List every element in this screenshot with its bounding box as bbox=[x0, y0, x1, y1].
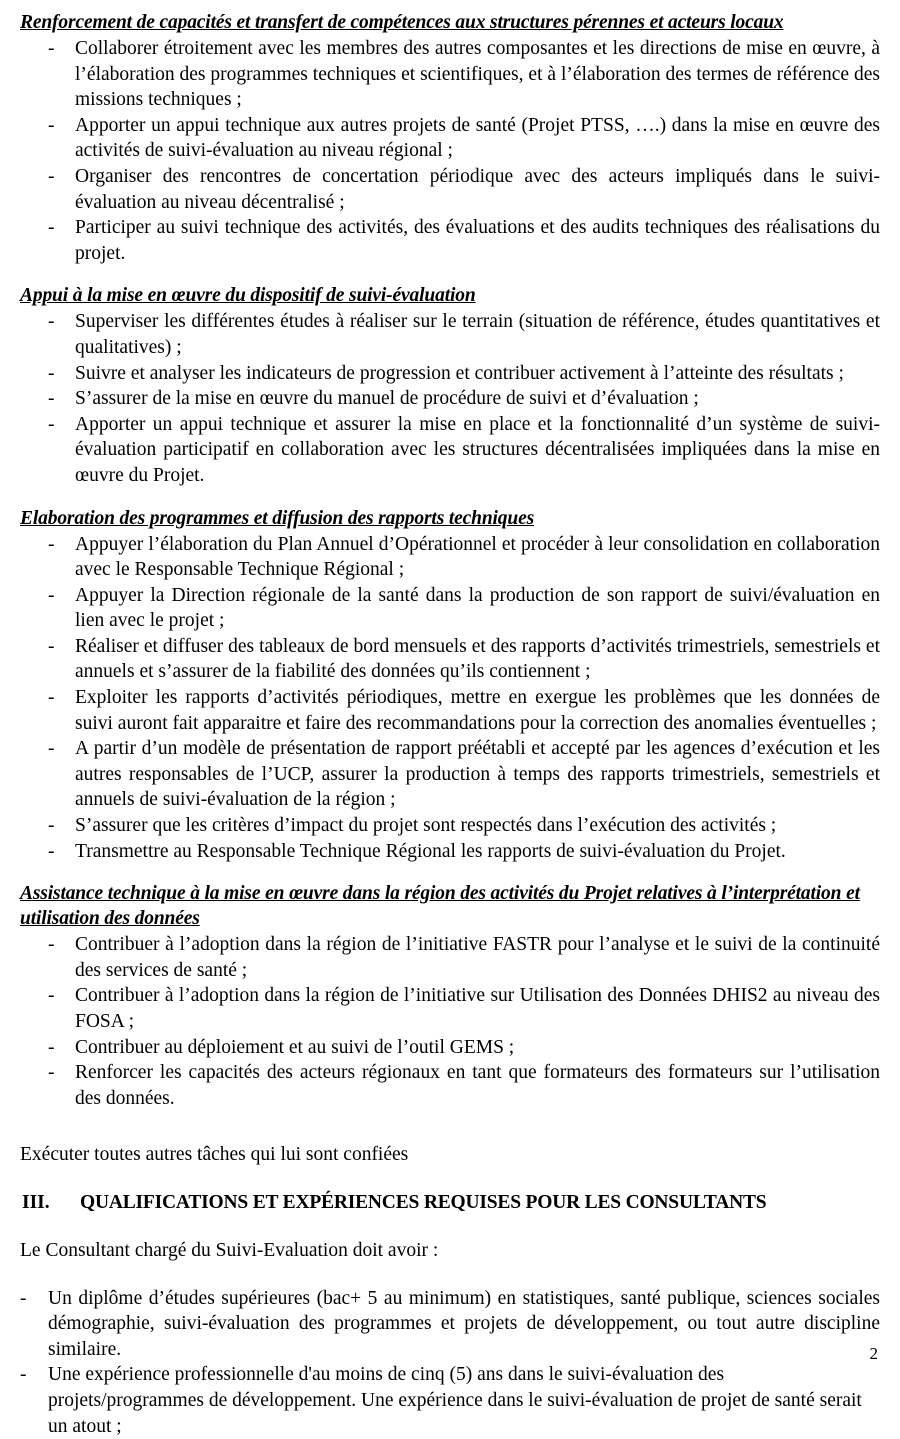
spacer bbox=[20, 1216, 880, 1238]
dash-marker: - bbox=[48, 738, 55, 760]
dash-marker: - bbox=[48, 1036, 55, 1058]
spacer bbox=[20, 1128, 880, 1142]
section-heading-renforcement-capacites: Renforcement de capacités et transfert de compétences aux structures pérennes et acteurs locaux bbox=[20, 12, 784, 33]
section-block bbox=[20, 506, 880, 865]
dash-marker: - bbox=[48, 311, 55, 333]
dash-marker: - bbox=[48, 985, 55, 1007]
dash-marker: - bbox=[48, 362, 55, 384]
list-item-text: Apporter un appui technique et assurer la mise en place et la fonctionnalité d’un système de suivi-évaluation participatif en collaboration avec les structures décentralisées impliquées dans la mise en œuvre du Projet. bbox=[75, 413, 880, 486]
list-item-text: Renforcer les capacités des acteurs régionaux en tant que formateurs des formateurs sur l’utilisation des données. bbox=[75, 1062, 880, 1109]
dash-marker: - bbox=[48, 413, 55, 435]
list-item-text: A partir d’un modèle de présentation de rapport préétabli et accepté par les agences d’exécution et les autres responsables de l’UCP, assurer la production à temps des rapports trimestriels, semestriels et annuels de suivi-évaluation de la région ; bbox=[75, 738, 880, 811]
list-item bbox=[20, 1286, 880, 1363]
list-item bbox=[20, 113, 880, 164]
list-item-text: Appuyer l’élaboration du Plan Annuel d’Opérationnel et procéder à leur consolidation en collaboration avec le Responsable Technique Régional ; bbox=[75, 533, 880, 581]
list-item bbox=[20, 634, 880, 685]
dash-marker: - bbox=[48, 584, 55, 606]
list-item bbox=[20, 361, 880, 387]
dash-marker: - bbox=[48, 815, 55, 837]
intro-line: Le Consultant chargé du Suivi-Evaluation doit avoir : bbox=[20, 1239, 439, 1261]
list-item bbox=[20, 532, 880, 583]
dash-marker: - bbox=[48, 635, 55, 657]
list-item bbox=[20, 736, 880, 813]
list-item-text: Exploiter les rapports d’activités périodiques, mettre en exergue les problèmes que les données de suivi auront fait apparaitre et faire des recommandations pour la correction des anomalies éventuelles ; bbox=[75, 687, 880, 734]
list-item-text: Appuyer la Direction régionale de la santé dans la production de son rapport de suivi/évaluation en lien avec le projet ; bbox=[75, 584, 880, 632]
list-item-text: Une expérience professionnelle d'au moins de cinq (5) ans dans le suivi-évaluation des projets/programmes de développement. Une expérience dans le suivi-évaluation de projet de santé serait un atout ; bbox=[48, 1364, 862, 1437]
section-block bbox=[20, 283, 880, 488]
list-item bbox=[20, 164, 880, 215]
list-item bbox=[20, 1362, 880, 1439]
dash-marker: - bbox=[20, 1364, 27, 1386]
section-heading-appui-dispositif: Appui à la mise en œuvre du dispositif de suivi-évaluation bbox=[20, 285, 476, 307]
dash-marker: - bbox=[48, 114, 55, 136]
section-heading-qualifications bbox=[20, 1190, 880, 1216]
list-item-text: Suivre et analyser les indicateurs de progression et contribuer activement à l’atteinte des résultats ; bbox=[75, 362, 844, 384]
section-block bbox=[20, 881, 880, 1111]
dash-marker: - bbox=[48, 1062, 55, 1084]
dash-marker: - bbox=[20, 1287, 27, 1309]
list-item bbox=[20, 412, 880, 489]
bullet-list-appui bbox=[20, 309, 880, 488]
list-item bbox=[20, 583, 880, 634]
list-item-text: Un diplôme d’études supérieures (bac+ 5 au minimum) en statistiques, santé publique, sciences sociales démographie, suivi-évaluation des programmes et projets de développement, ou tout autre discipline similaire. bbox=[48, 1287, 880, 1360]
roman-numeral: III. bbox=[22, 1191, 50, 1213]
dash-marker: - bbox=[48, 165, 55, 187]
bullet-list-elaboration bbox=[20, 532, 880, 865]
dash-marker: - bbox=[48, 687, 55, 709]
list-item-text: S’assurer que les critères d’impact du projet sont respectés dans l’exécution des activités ; bbox=[75, 815, 777, 837]
list-item-text: Organiser des rencontres de concertation périodique avec des acteurs impliqués dans le suivi-évaluation au niveau décentralisé ; bbox=[75, 165, 880, 213]
list-item-text: Superviser les différentes études à réaliser sur le terrain (situation de référence, études quantitatives et qualitatives) ; bbox=[75, 311, 880, 358]
list-item bbox=[20, 1060, 880, 1111]
roman-heading-title: QUALIFICATIONS ET EXPÉRIENCES REQUISES POUR LES CONSULTANTS bbox=[80, 1191, 767, 1213]
list-item-text: Réaliser et diffuser des tableaux de bord mensuels et des rapports d’activités trimestriels, semestriels et annuels et s’assurer de la fiabilité des données qu’ils contiennent ; bbox=[75, 635, 880, 683]
list-item bbox=[20, 983, 880, 1034]
closing-line: Exécuter toutes autres tâches qui lui sont confiées bbox=[20, 1144, 409, 1166]
list-item-text: Collaborer étroitement avec les membres des autres composantes et les directions de mise en œuvre, à l’élaboration des programmes techniques et scientifiques, et à l’élaboration des termes de référence des missions techniques ; bbox=[75, 38, 880, 111]
list-item-text: S’assurer de la mise en œuvre du manuel de procédure de suivi et d’évaluation ; bbox=[75, 388, 699, 410]
list-item bbox=[20, 215, 880, 266]
list-item-text: Contribuer à l’adoption dans la région de l’initiative FASTR pour l’analyse et le suivi de la continuité des services de santé ; bbox=[75, 934, 880, 981]
spacer bbox=[20, 1168, 880, 1190]
list-item-text: Contribuer à l’adoption dans la région de l’initiative sur Utilisation des Données DHIS2 au niveau des FOSA ; bbox=[75, 985, 880, 1032]
list-item bbox=[20, 309, 880, 360]
list-item-text: Transmettre au Responsable Technique Régional les rapports de suivi-évaluation du Projet. bbox=[75, 840, 786, 862]
list-item bbox=[20, 36, 880, 113]
dash-marker: - bbox=[48, 533, 55, 555]
section-heading-elaboration-programmes: Elaboration des programmes et diffusion des rapports techniques bbox=[20, 507, 535, 529]
list-item bbox=[20, 932, 880, 983]
bullet-list-renforcement bbox=[20, 36, 880, 266]
dash-marker: - bbox=[48, 934, 55, 956]
spacer bbox=[20, 1264, 880, 1286]
list-item-text: Apporter un appui technique aux autres projets de santé (Projet PTSS, ….) dans la mise en œuvre des activités de suivi-évaluation au niveau régional ; bbox=[75, 114, 880, 162]
list-item-text: Participer au suivi technique des activités, des évaluations et des audits techniques des réalisations du projet. bbox=[75, 217, 880, 264]
list-item bbox=[20, 839, 880, 865]
bullet-list-qualifications bbox=[20, 1286, 880, 1439]
section-block bbox=[20, 10, 880, 266]
list-item bbox=[20, 1035, 880, 1061]
dash-marker: - bbox=[48, 38, 55, 59]
dash-marker: - bbox=[48, 217, 55, 239]
dash-marker: - bbox=[48, 388, 55, 410]
section-heading-assistance-technique: Assistance technique à la mise en œuvre dans la région des activités du Projet relatives à l’interprétation et utilisation des données bbox=[20, 883, 860, 930]
page-number: 2 bbox=[869, 1344, 878, 1363]
list-item-text: Contribuer au déploiement et au suivi de l’outil GEMS ; bbox=[75, 1036, 515, 1058]
list-item bbox=[20, 813, 880, 839]
list-item bbox=[20, 386, 880, 412]
dash-marker: - bbox=[48, 840, 55, 862]
bullet-list-assistance bbox=[20, 932, 880, 1111]
list-item bbox=[20, 685, 880, 736]
